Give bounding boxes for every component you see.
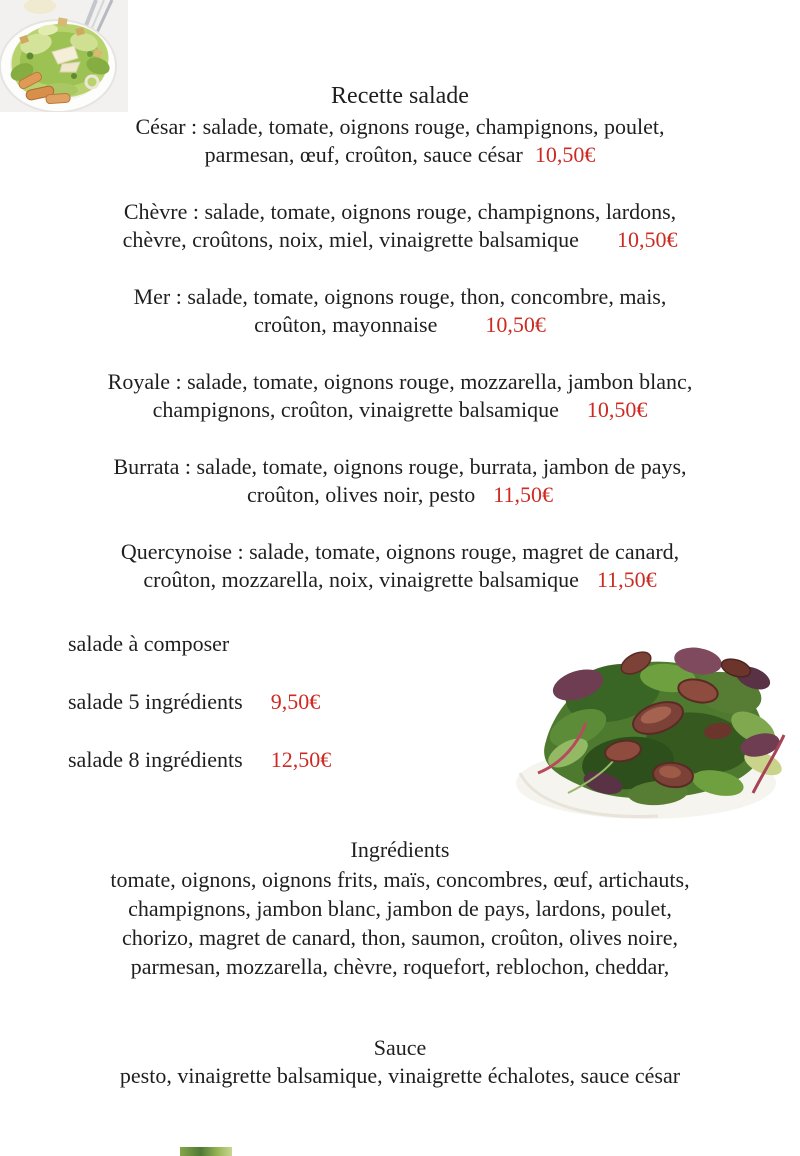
ingredients-line: chorizo, magret de canard, thon, saumon, croûton, olives noire, xyxy=(122,925,678,950)
composer-item xyxy=(68,746,331,774)
ingredients-section xyxy=(0,835,800,981)
ingredients-line: champignons, jambon blanc, jambon de pays, lardons, poulet, xyxy=(128,896,672,921)
price: 10,50€ xyxy=(616,227,678,252)
price: 11,50€ xyxy=(493,482,553,507)
price: 10,50€ xyxy=(485,312,546,337)
page-title: Recette salade xyxy=(331,83,469,109)
menu-item-line: Mer : salade, tomate, oignons rouge, thon, concombre, mais, xyxy=(133,284,667,309)
price: 11,50€ xyxy=(596,567,657,592)
ingredients-heading: Ingrédients xyxy=(350,837,450,862)
menu-item-line: croûton, mayonnaise xyxy=(254,312,438,337)
menu-item-line: Quercynoise : salade, tomate, oignons rouge, magret de canard, xyxy=(120,539,680,564)
recipe-list xyxy=(0,113,800,623)
sauce-line: pesto, vinaigrette balsamique, vinaigrette échalotes, sauce césar xyxy=(119,1063,681,1088)
price: 9,50€ xyxy=(270,689,321,714)
menu-item-line: parmesan, œuf, croûton, sauce césar xyxy=(204,142,523,167)
menu-item-line: Burrata : salade, tomate, oignons rouge, burrata, jambon de pays, xyxy=(113,454,687,479)
sauce-heading: Sauce xyxy=(373,1035,427,1060)
composer-item xyxy=(68,688,331,716)
menu-item-cesar xyxy=(0,113,800,169)
menu-item-line: croûton, mozzarella, noix, vinaigrette balsamique xyxy=(143,567,579,592)
composer-item-label: salade 8 ingrédients xyxy=(68,747,243,772)
menu-item-line: chèvre, croûtons, noix, miel, vinaigrette balsamique xyxy=(122,227,579,252)
price: 12,50€ xyxy=(270,747,332,772)
composer-section xyxy=(68,630,331,804)
ingredients-line: parmesan, mozzarella, chèvre, roquefort, reblochon, cheddar, xyxy=(130,954,670,979)
menu-item-line: Chèvre : salade, tomate, oignons rouge, champignons, lardons, xyxy=(123,199,677,224)
menu-item-line: Royale : salade, tomate, oignons rouge, mozzarella, jambon blanc, xyxy=(107,369,693,394)
menu-item-burrata xyxy=(0,453,800,509)
ingredients-line: tomate, oignons, oignons frits, maïs, concombres, œuf, artichauts, xyxy=(110,867,690,892)
menu-item-chevre xyxy=(0,198,800,254)
bottom-photo-fragment xyxy=(180,1147,232,1156)
menu-item-line: César : salade, tomate, oignons rouge, champignons, poulet, xyxy=(135,114,665,139)
mixed-salad-photo xyxy=(508,623,796,821)
menu-item-line: croûton, olives noir, pesto xyxy=(247,482,476,507)
menu-item-line: champignons, croûton, vinaigrette balsamique xyxy=(152,397,559,422)
price: 10,50€ xyxy=(586,397,648,422)
menu-item-royale xyxy=(0,368,800,424)
composer-heading: salade à composer xyxy=(68,631,230,656)
menu-item-quercynoise xyxy=(0,538,800,594)
composer-item-label: salade 5 ingrédients xyxy=(68,689,243,714)
sauce-section xyxy=(0,1034,800,1090)
price: 10,50€ xyxy=(534,142,596,167)
menu-item-mer xyxy=(0,283,800,339)
